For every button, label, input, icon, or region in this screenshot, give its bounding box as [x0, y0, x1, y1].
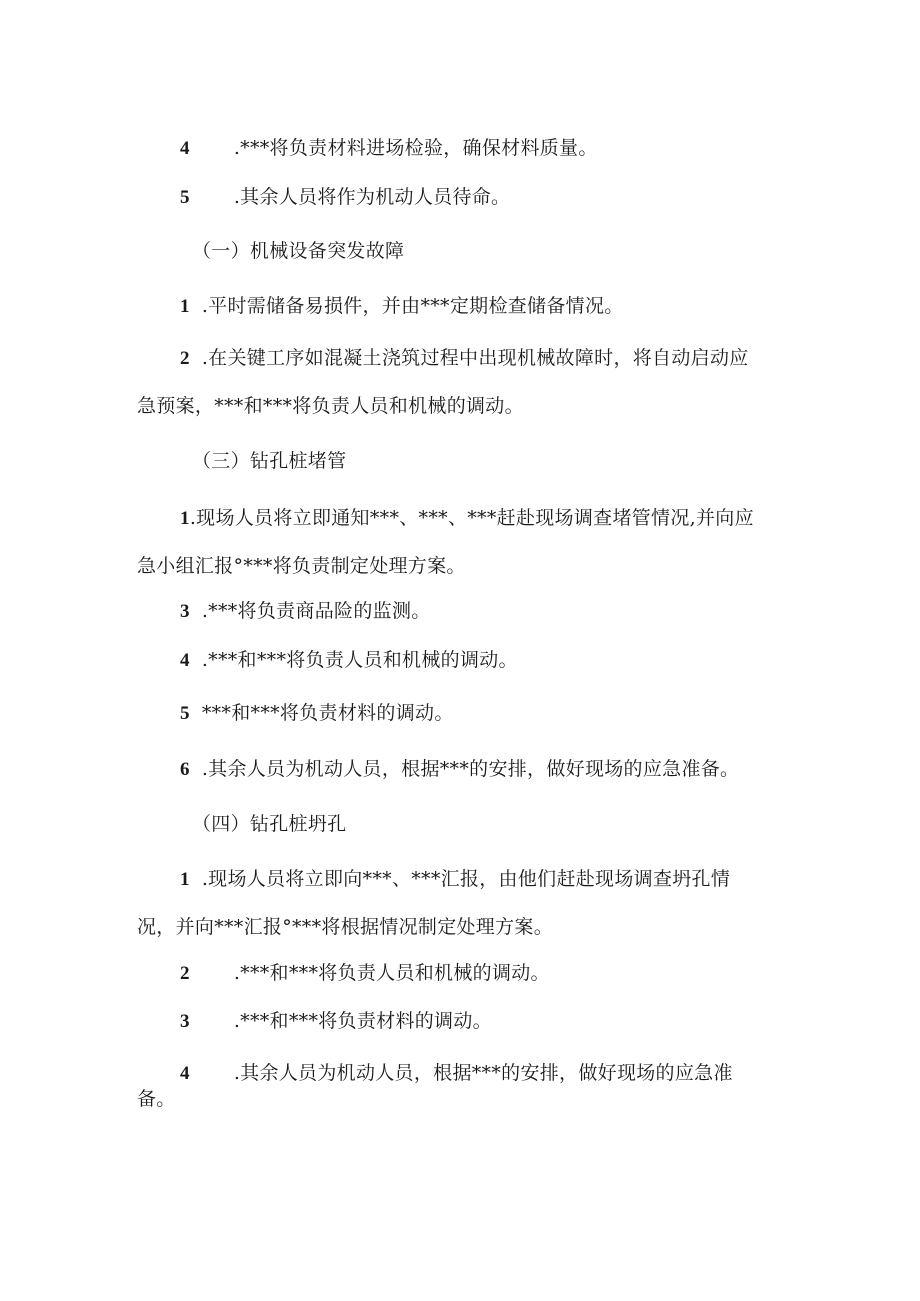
paragraph-7 [180, 647, 518, 674]
paragraph-6 [180, 598, 431, 625]
item-text: .在关键工序如混凝土浇筑过程中出现机械故障时，将自动启动应 [201, 347, 749, 369]
paragraph-4 [180, 345, 749, 372]
item-text: .平时需储备易损件，并由***定期检查储备情况。 [201, 295, 624, 317]
item-text: ***和***将负责材料的调动。 [201, 702, 454, 724]
item-number: 1 [180, 869, 190, 890]
item-number: 2 [180, 348, 190, 369]
item-number: 3 [180, 1011, 190, 1032]
item-text: .其余人员为机动人员，根据***的安排，做好现场的应急准 [233, 1062, 733, 1084]
paragraph-1 [180, 135, 598, 162]
item-text: .***将负责商品险的监测。 [201, 600, 431, 622]
item-text: .***和***将负责人员和机械的调动。 [201, 649, 518, 671]
paragraph-10 [180, 866, 730, 893]
paragraph-2 [180, 184, 510, 211]
item-number: 1 [180, 508, 190, 529]
item-number: 4 [180, 138, 190, 159]
item-text: .***和***将负责人员和机械的调动。 [233, 962, 550, 984]
item-number: 3 [180, 601, 190, 622]
item-text: .其余人员将作为机动人员待命。 [233, 186, 511, 208]
item-text: .***和***将负责材料的调动。 [233, 1010, 492, 1032]
item-number: 4 [180, 650, 190, 671]
item-text: .现场人员将立即通知***、***、***赶赴现场调查堵管情况,并向应 [189, 507, 754, 529]
item-number: 5 [180, 703, 190, 724]
paragraph-5-continuation: 急小组汇报°***将负责制定处理方案。 [137, 555, 466, 577]
paragraph-3 [180, 293, 624, 320]
paragraph-12 [180, 1008, 492, 1035]
section-heading-4: （四）钻孔桩坍孔 [192, 813, 347, 835]
item-text: .现场人员将立即向***、***汇报，由他们赶赴现场调查坍孔情 [201, 868, 731, 890]
paragraph-4-continuation: 急预案，***和***将负责人员和机械的调动。 [137, 395, 524, 417]
section-heading-1: （一）机械设备突发故障 [192, 240, 405, 262]
paragraph-5 [180, 505, 754, 532]
section-heading-3: （三）钻孔桩堵管 [192, 450, 347, 472]
item-number: 4 [180, 1063, 190, 1084]
paragraph-13 [180, 1060, 733, 1087]
item-number: 6 [180, 759, 190, 780]
item-text: .***将负责材料进场检验，确保材料质量。 [233, 137, 598, 159]
paragraph-11 [180, 960, 550, 987]
item-number: 2 [180, 963, 190, 984]
paragraph-8 [180, 700, 454, 727]
item-number: 5 [180, 187, 190, 208]
item-number: 1 [180, 296, 190, 317]
item-text: .其余人员为机动人员，根据***的安排，做好现场的应急准备。 [201, 758, 740, 780]
paragraph-9 [180, 756, 739, 783]
paragraph-13-continuation: 备。 [137, 1088, 176, 1110]
paragraph-10-continuation: 况，并向***汇报°***将根据情况制定处理方案。 [137, 916, 554, 938]
